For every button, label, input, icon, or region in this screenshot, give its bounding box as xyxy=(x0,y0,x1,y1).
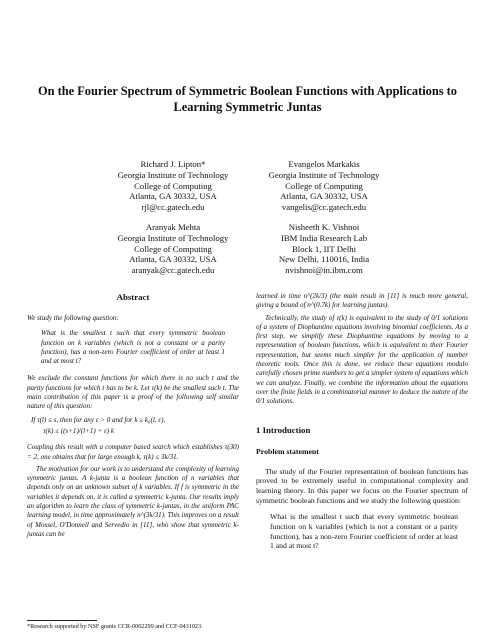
footnote: *Research supported by NSF grants CCR-0002299 and CCF-0431023. xyxy=(27,623,203,630)
author-block-2 xyxy=(249,159,399,213)
author-dept: College of Computing xyxy=(134,243,212,254)
abstract-intro: We study the following question: xyxy=(27,314,119,322)
author-name: Richard J. Lipton* xyxy=(140,159,206,169)
author-block-1 xyxy=(98,159,248,213)
author-email[interactable]: vangelis@cc.gatech.edu xyxy=(281,202,367,213)
author-email[interactable]: nvishnoi@in.ibm.com xyxy=(285,265,363,276)
author-city: New Delhi, 110016, India xyxy=(278,254,370,265)
author-name: Aranyak Mehta xyxy=(145,222,201,232)
abstract-para-2: We exclude the constant functions for which there is no such t and the parity functions for which t has to be k. Let τ(k) be the smallest such t. The main contribution of this paper is a proof of the following self similar nature of this question: xyxy=(27,374,239,411)
author-city: Atlanta, GA 30332, USA xyxy=(129,191,217,202)
abstract-para-3: Coupling this result with a computer based search which establishes τ(30) = 2, one obtains that for large enough k, τ(k) ≤ 3k/31. xyxy=(27,443,239,461)
paper-title xyxy=(30,84,465,115)
author-affiliation: IBM India Research Lab xyxy=(280,232,368,243)
intro-question: What is the smallest t such that every symmetric boolean function on k variables (which is not a constant or a parity function), has a non-zero Fourier coefficient of order at least 1 and at most t? xyxy=(270,512,458,551)
author-city: Atlanta, GA 30332, USA xyxy=(129,254,217,265)
author-email[interactable]: aranyak@cc.gatech.edu xyxy=(131,265,215,276)
author-affiliation: Georgia Institute of Technology xyxy=(117,232,229,243)
footnote-rule xyxy=(27,620,97,621)
author-block-3 xyxy=(98,222,248,276)
abstract-question: What is the smallest t such that every symmetric boolean function on k variables (which is not a constant or a parity function), has a non-zero Fourier coefficient of order at least 1 and at most t? xyxy=(41,329,225,366)
intro-body: The study of the Fourier representation of boolean functions has proved to be extremely useful in computational complexity and learning theory. In this paper we focus on the Fourier spectrum of symmetric boolean functions and we study the following question: xyxy=(256,466,468,505)
section-heading-introduction: 1 Introduction xyxy=(256,424,311,435)
formula-line-1: If τ(l) ≤ s, then for any ε > 0 and for k ≥ k₀(l, ε), xyxy=(31,415,166,424)
author-affiliation: Georgia Institute of Technology xyxy=(268,169,380,180)
title-line-2: Learning Symmetric Juntas xyxy=(173,99,322,114)
formula-line-2: τ(k) ≤ ((s+1)/(l+1) + ε) k xyxy=(43,426,114,435)
author-dept: Block 1, IIT Delhi xyxy=(291,243,357,254)
abstract-para-4: The motivation for our work is to understand the complexity of learning symmetric juntas. A k-junta is a boolean function of n variables that depends only on an unknown subset of k variables. If f is symmetric in the variables it depends on, it is called a symmetric k-junta. Our results imply an algorithm to learn the class of symmetric k-juntas, in the uniform PAC learning model, in time approximately n^(3k/31). This improves on a result of Mossel, O'Donnell and Servedio in [11], who show that symmetric k-juntas can be xyxy=(27,464,239,538)
author-affiliation: Georgia Institute of Technology xyxy=(117,169,229,180)
abstract-para-5: Technically, the study of τ(k) is equivalent to the study of 0/1 solutions of a system of Diophantine equations involving binomial coefficients. As a first step, we simplify these Diophantine equations by moving to a representation of boolean functions, which is equivalent to their Fourier representation, but seems much simpler for the application of number theoretic tools. Once this is done, we reduce these equations modulo carefully chosen prime numbers to get a simpler system of equations which we can analyze. Finally, we combine the information about the equations over the finite fields in a combinatorial manner to deduce the nature of the 0/1 solutions. xyxy=(256,313,468,406)
title-line-1: On the Fourier Spectrum of Symmetric Boolean Functions with Applications to xyxy=(38,84,457,98)
author-dept: College of Computing xyxy=(285,180,363,191)
author-name: Evangelos Markakis xyxy=(288,159,360,169)
left-column xyxy=(27,292,239,542)
abstract-heading: Abstract xyxy=(116,292,150,302)
abstract-continuation: learned in time n^(2k/3) (the main result in [11] is much more general, giving a bound of n^(0.7k) for learning juntas). xyxy=(256,292,468,310)
author-city: Atlanta, GA 30332, USA xyxy=(280,191,368,202)
author-dept: College of Computing xyxy=(134,180,212,191)
subsection-heading: Problem statement xyxy=(256,446,319,456)
abstract-formula xyxy=(31,416,239,437)
author-name: Nisheeth K. Vishnoi xyxy=(288,222,360,232)
author-email[interactable]: rjl@cc.gatech.edu xyxy=(141,202,205,213)
right-column xyxy=(256,292,468,551)
author-block-4 xyxy=(249,222,399,276)
